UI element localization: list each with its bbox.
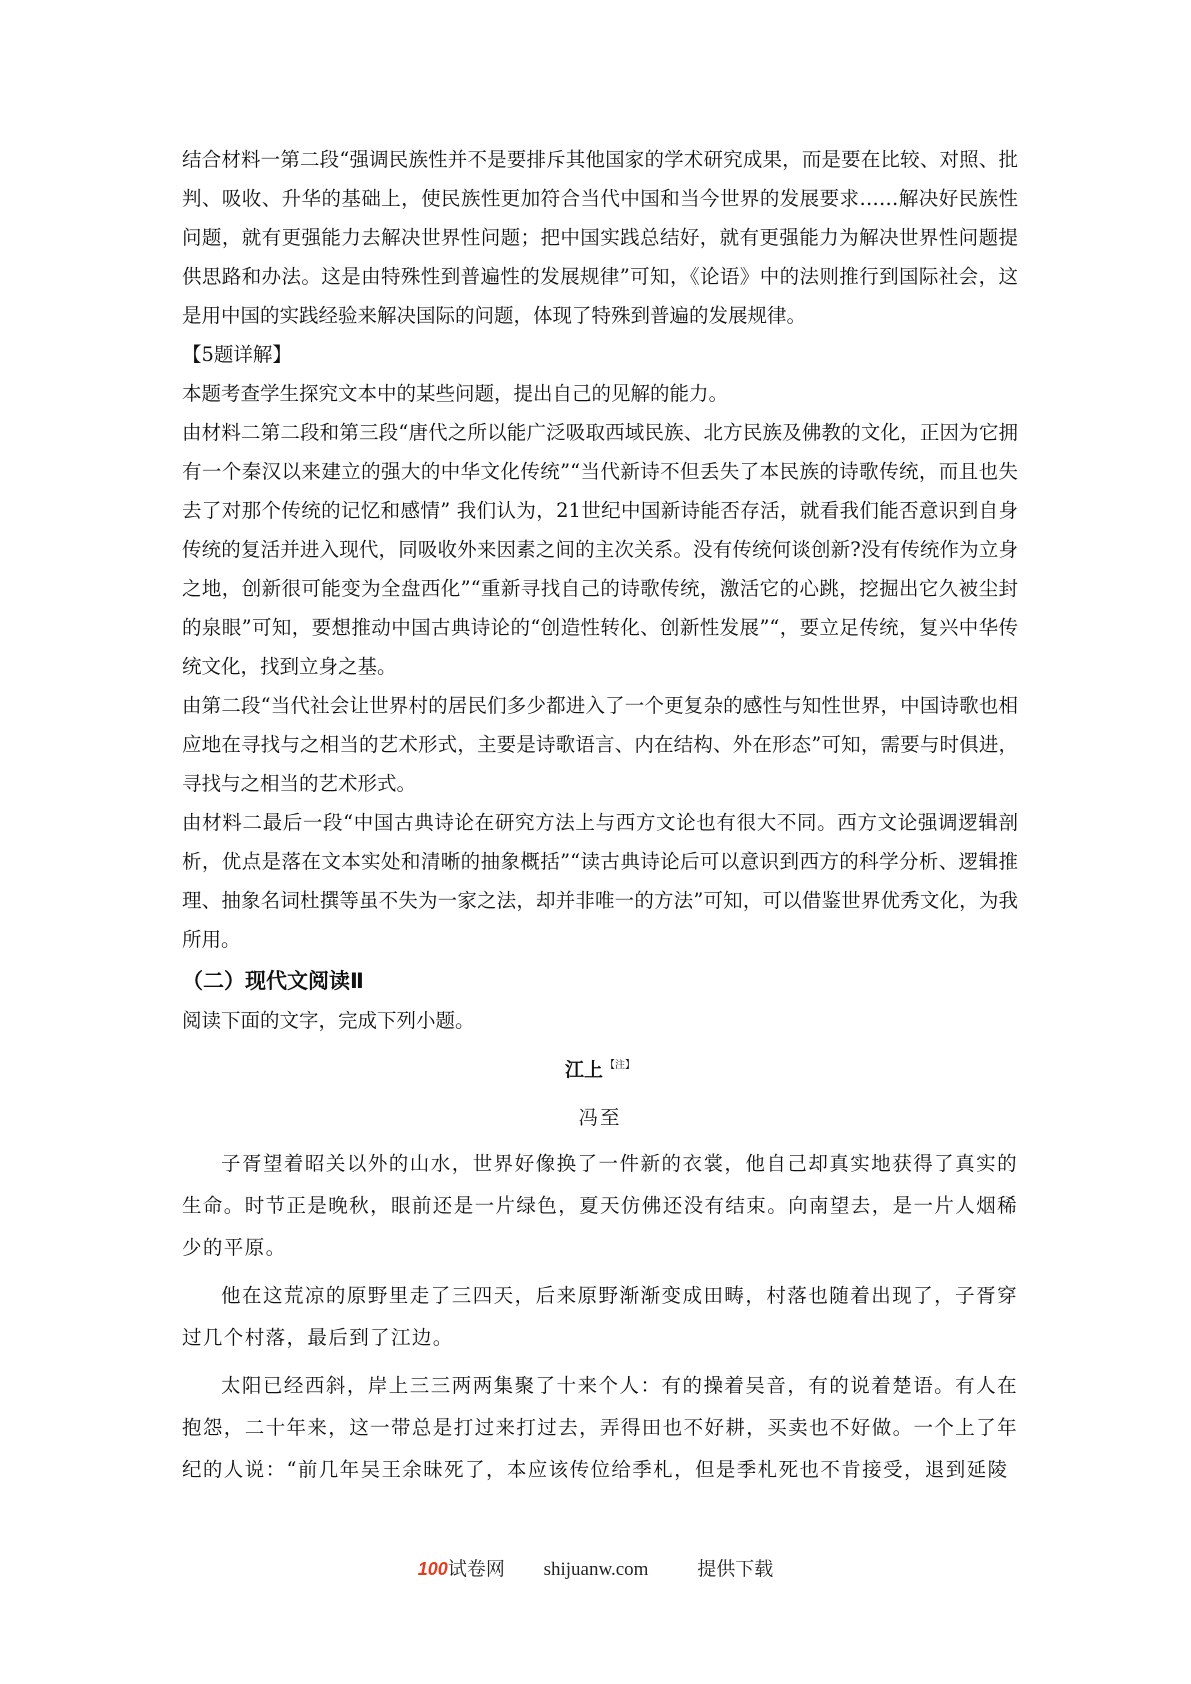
footer-tagline: 提供下载 [697,1559,774,1580]
page-footer [0,1554,1191,1581]
story-paragraph: 他在这荒凉的原野里走了三四天，后来原野渐渐变成田畴，村落也随着出现了，子胥穿过几个村落，最后到了江边。 [182,1284,1018,1349]
answer-paragraph: 由材料二第二段和第三段“唐代之所以能广泛吸取西域民族、北方民族及佛教的文化，正因为它拥有一个秦汉以来建立的强大的中华文化传统”“当代新诗不但丢失了本民族的诗歌传统，而且也失去了对那个传统的记忆和感情” 我们认为，21世纪中国新诗能否存活，就看我们能否意识到自身传统的复活并进入现代，同吸收外来因素之间的主次关系。没有传统何谈创新?没有传统作为立身之地，创新很可能变为全盘西化”“重新寻找自己的诗歌传统，激活它的心跳，挖掘出它久被尘封的泉眼”可知，要想推动中国古典诗论的“创造性转化、创新性发展”“，要立足传统，复兴中华传统文化，找到立身之基。 [182,421,1018,678]
title-note-marker: 【注】 [605,1060,635,1071]
story-paragraph: 太阳已经西斜，岸上三三两两集聚了十来个人：有的操着吴音，有的说着楚语。有人在抱怨，二十年来，这一带总是打过来打过去，弄得田也不好耕，买卖也不好做。一个上了年纪的人说：“前几年吴王余昧死了，本应该传位给季札，但是季札死也不肯接受，退到延陵 [182,1374,1019,1481]
story-title-text: 江上 [564,1059,603,1081]
footer-site-link[interactable]: shijuanw.com [543,1559,649,1580]
document-body [182,140,1018,1497]
section-heading: （二）现代文阅读Ⅱ [182,969,364,993]
answer-paragraph: 由材料二最后一段“中国古典诗论在研究方法上与西方文论也有很大不同。西方文论强调逻辑剖析，优点是落在文本实处和清晰的抽象概括”“读古典诗论后可以意识到西方的科学分析、逻辑推理、抽象名词杜撰等虽不失为一家之法，却并非唯一的方法”可知，可以借鉴世界优秀文化，为我所用。 [182,811,1018,951]
story-author: 冯至 [578,1106,622,1129]
footer-logo-text: 试卷网 [447,1559,505,1580]
footer-logo-number: 100 [417,1559,448,1579]
story-paragraph: 子胥望着昭关以外的山水，世界好像换了一件新的衣裳，他自己却真实地获得了真实的生命。时节正是晚秋，眼前还是一片绿色，夏天仿佛还没有结束。向南望去，是一片人烟稀少的平原。 [182,1152,1019,1259]
answer-paragraph: 由第二段“当代社会让世界村的居民们多少都进入了一个更复杂的感性与知性世界，中国诗歌也相应地在寻找与之相当的艺术形式，主要是诗歌语言、内在结构、外在形态”可知，需要与时俱进，寻找与之相当的艺术形式。 [182,694,1018,795]
story-text [182,1143,1018,1491]
story-title [182,1046,1018,1090]
instruction-text: 阅读下面的文字，完成下列小题。 [182,1009,475,1032]
answer-paragraph: 本题考查学生探究文本中的某些问题，提出自己的见解的能力。 [182,382,729,405]
question-5-heading: 【5题详解】 [182,343,292,366]
answer-paragraph: 结合材料一第二段“强调民族性并不是要排斥其他国家的学术研究成果，而是要在比较、对照、批判、吸收、升华的基础上，使民族性更加符合当代中国和当今世界的发展要求……解决好民族性问题，就有更强能力去解决世界性问题；把中国实践总结好，就有更强能力为解决世界性问题提供思路和办法。这是由特殊性到普遍性的发展规律”可知，《论语》中的法则推行到国际社会，这是用中国的实践经验来解决国际的问题，体现了特殊到普遍的发展规律。 [182,148,1018,327]
